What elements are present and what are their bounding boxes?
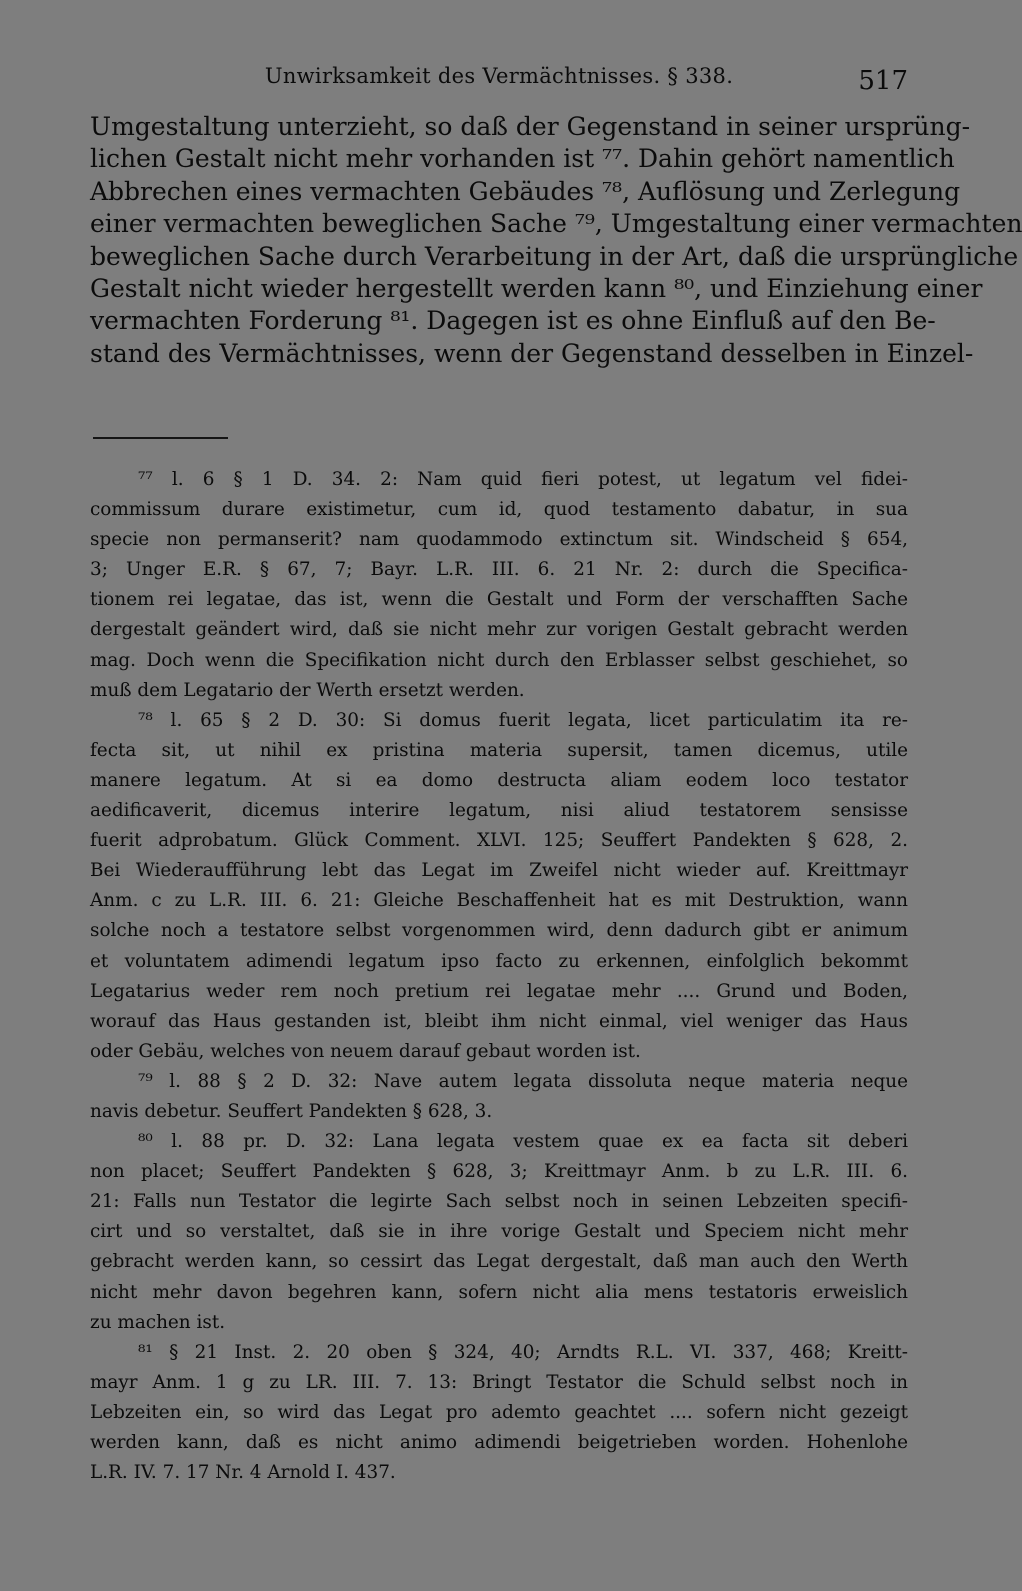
footnote-line: oder Gebäu, welches von neuem darauf gebaut worden ist. xyxy=(90,1040,641,1062)
footnote-line: navis debetur. Seuffert Pandekten § 628, 3. xyxy=(90,1100,493,1122)
footnote-line: tionem rei legatae, das ist, wenn die Gestalt und Form der verschafften Sache xyxy=(90,589,908,611)
footnote-line: 21: Falls nun Testator die legirte Sach selbst noch in seinen Lebzeiten specifi- xyxy=(90,1191,908,1213)
footnote-line: werden kann, daß es nicht animo adimendi beigetrieben worden. Hohenlohe xyxy=(90,1432,908,1453)
text-line: Abbrechen eines vermachten Gebäudes ⁷⁸, Auflösung und Zerlegung xyxy=(90,176,961,206)
main-text xyxy=(90,111,1022,370)
footnote-line: zu machen ist. xyxy=(90,1311,226,1333)
footnote-line: aedificaverit, dicemus interire legatum, nisi aliud testatorem sensisse xyxy=(90,800,908,822)
footnote-line: Anm. c zu L.R. III. 6. 21: Gleiche Beschaffenheit hat es mit Destruktion, wann xyxy=(90,890,908,912)
text-line: vermachten Forderung ⁸¹. Dagegen ist es ohne Einfluß auf den Be- xyxy=(90,306,936,336)
running-title: Unwirksamkeit des Vermächtnisses. § 338. xyxy=(264,64,734,88)
text-line: einer vermachten beweglichen Sache ⁷⁹, Umgestaltung einer vermachten xyxy=(90,209,1022,239)
text-line: Umgestaltung unterzieht, so daß der Gegenstand in seiner ursprüng- xyxy=(90,112,971,141)
footnote-line: ⁷⁷ l. 6 § 1 D. 34. 2: Nam quid fieri potest, ut legatum vel fidei- xyxy=(138,469,908,490)
footnote-line: mag. Doch wenn die Specifikation nicht durch den Erblasser selbst geschiehet, so xyxy=(90,649,908,671)
footnote-line: commissum durare existimetur, cum id, quod testamento dabatur, in sua xyxy=(90,499,908,521)
footnote-line: specie non permanserit? nam quodammodo extinctum sit. Windscheid § 654, xyxy=(90,529,908,551)
footnote-line: dergestalt geändert wird, daß sie nicht mehr zur vorigen Gestalt gebracht werden xyxy=(90,619,908,641)
text-line: beweglichen Sache durch Verarbeitung in der Art, daß die ursprüngliche xyxy=(90,241,1019,271)
page-number: 517 xyxy=(858,66,908,96)
footnote-line: non placet; Seuffert Pandekten § 628, 3; Kreittmayr Anm. b zu L.R. III. 6. xyxy=(90,1161,908,1183)
footnote-line: manere legatum. At si ea domo destructa aliam eodem loco testator xyxy=(90,769,908,791)
footnote-line: mayr Anm. 1 g zu LR. III. 7. 13: Bringt Testator die Schuld selbst noch in xyxy=(90,1371,908,1393)
footnote-line: fecta sit, ut nihil ex pristina materia supersit, tamen dicemus, utile xyxy=(90,739,908,761)
footnote-line: Bei Wiederaufführung lebt das Legat im Zweifel nicht wieder auf. Kreittmayr xyxy=(90,860,908,882)
footnote-separator xyxy=(93,437,228,439)
footnote-line: Legatarius weder rem noch pretium rei legatae mehr .... Grund und Boden, xyxy=(90,980,908,1002)
running-head xyxy=(90,64,908,98)
footnote-line: nicht mehr davon begehren kann, sofern nicht alia mens testatoris erweislich xyxy=(90,1281,908,1303)
footnote-line: et voluntatem adimendi legatum ipso facto zu erkennen, einfolglich bekommt xyxy=(90,950,908,972)
footnote-line: ⁸⁰ l. 88 pr. D. 32: Lana legata vestem quae ex ea facta sit deberi xyxy=(138,1131,908,1153)
footnote-line: fuerit adprobatum. Glück Comment. XLVI. 125; Seuffert Pandekten § 628, 2. xyxy=(90,830,908,852)
footnote-line: 3; Unger E.R. § 67, 7; Bayr. L.R. III. 6. 21 Nr. 2: durch die Specifica- xyxy=(90,559,908,581)
footnotes xyxy=(90,465,908,1488)
footnote-line: cirt und so verstaltet, daß sie in ihre vorige Gestalt und Speciem nicht mehr xyxy=(90,1221,908,1243)
footnote-line: ⁸¹ § 21 Inst. 2. 20 oben § 324, 40; Arndts R.L. VI. 337, 468; Kreitt- xyxy=(138,1341,908,1363)
text-line: stand des Vermächtnisses, wenn der Gegenstand desselben in Einzel- xyxy=(90,338,974,368)
footnote-line: muß dem Legatario der Werth ersetzt werden. xyxy=(90,679,525,701)
footnote-line: Lebzeiten ein, so wird das Legat pro ademto geachtet .... sofern nicht gezeigt xyxy=(90,1401,908,1423)
text-line: lichen Gestalt nicht mehr vorhanden ist ⁷⁷. Dahin gehört namentlich xyxy=(90,144,955,174)
footnote-line: L.R. IV. 7. 17 Nr. 4 Arnold I. 437. xyxy=(90,1462,396,1484)
text-line: Gestalt nicht wieder hergestellt werden kann ⁸⁰, und Einziehung einer xyxy=(90,273,983,303)
footnote-line: ⁷⁹ l. 88 § 2 D. 32: Nave autem legata dissoluta neque materia neque xyxy=(138,1070,908,1092)
footnote-line: ⁷⁸ l. 65 § 2 D. 30: Si domus fuerit legata, licet particulatim ita re- xyxy=(138,709,908,731)
footnote-line: solche noch a testatore selbst vorgenommen wird, denn dadurch gibt er animum xyxy=(90,920,908,942)
footnote-line: gebracht werden kann, so cessirt das Legat dergestalt, daß man auch den Werth xyxy=(90,1251,908,1273)
footnote-line: worauf das Haus gestanden ist, bleibt ihm nicht einmal, viel weniger das Haus xyxy=(90,1010,908,1032)
